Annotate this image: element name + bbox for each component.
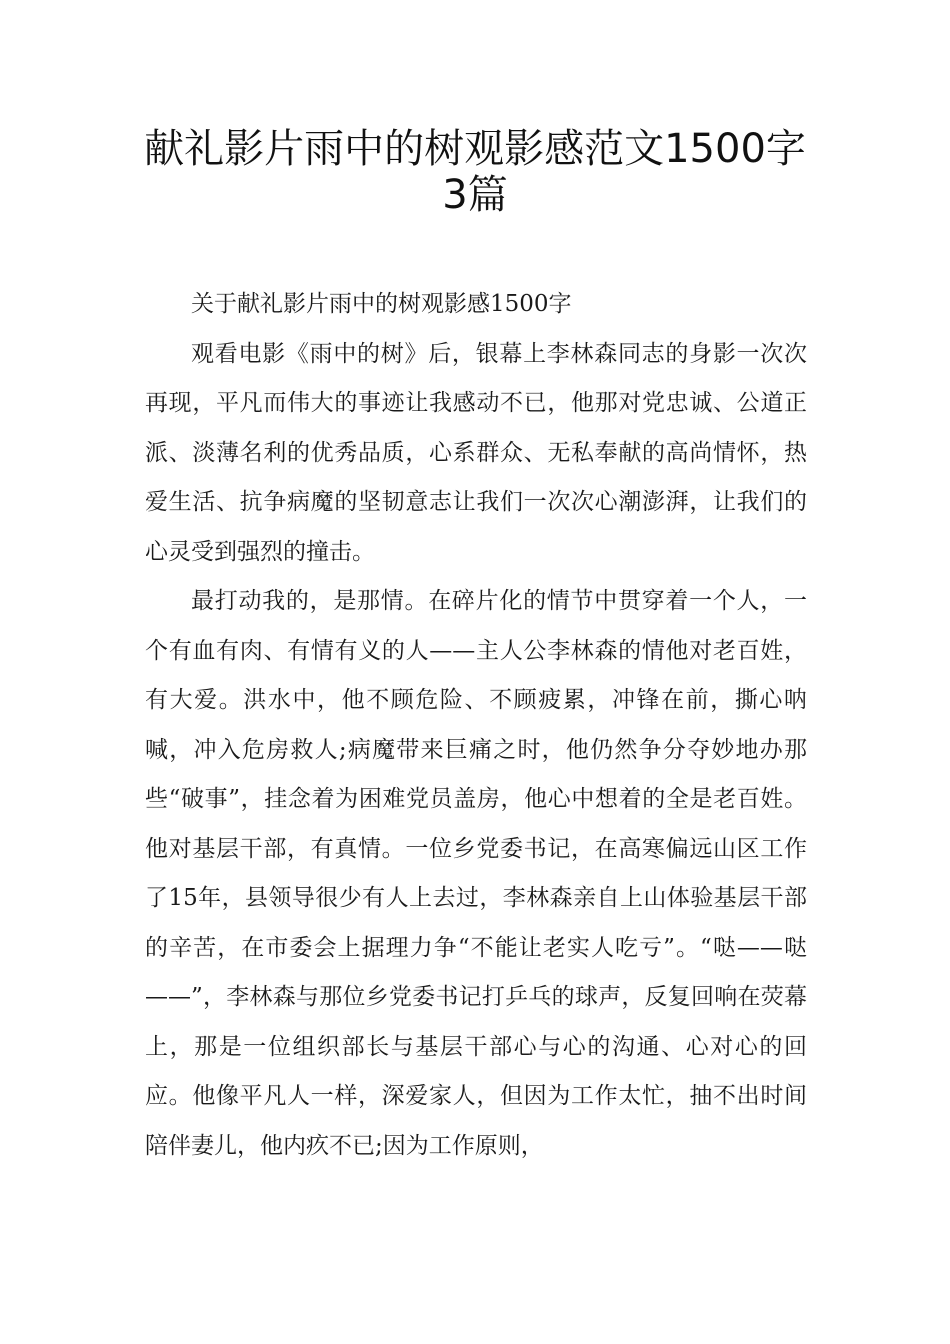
body-paragraph: 最打动我的，是那情。在碎片化的情节中贯穿着一个人，一个有血有肉、有情有义的人——主人公李林森的情他对老百姓，有大爱。洪水中，他不顾危险、不顾疲累，冲锋在前，撕心呐喊，冲入危房救人;病魔带来巨痛之时，他仍然争分夺妙地办那些“破事”，挂念着为困难党员盖房，他心中想着的全是老百姓。他对基层干部，有真情。一位乡党委书记，在高寒偏远山区工作了15年，县领导很少有人上去过，李林森亲自上山体验基层干部的辛苦，在市委会上据理力争“不能让老实人吃亏”。“哒——哒——”，李林森与那位乡党委书记打乒乓的球声，反复回响在荧幕上，那是一位组织部长与基层干部心与心的沟通、心对心的回应。他像平凡人一样，深爱家人，但因为工作太忙，抽不出时间陪伴妻儿，他内疚不已;因为工作原则， [145,588,807,1159]
document-title: 献礼影片雨中的树观影感范文1500字3篇 [144,126,806,218]
body-paragraph: 观看电影《雨中的树》后，银幕上李林森同志的身影一次次再现，平凡而伟大的事迹让我感动不已，他那对党忠诚、公道正派、淡薄名利的优秀品质，心系群众、无私奉献的高尚情怀，热爱生活、抗争病魔的坚韧意志让我们一次次心潮澎湃，让我们的心灵受到强烈的撞击。 [145,340,807,565]
document-body [145,280,807,1171]
subtitle-paragraph: 关于献礼影片雨中的树观影感1500字 [191,291,572,317]
